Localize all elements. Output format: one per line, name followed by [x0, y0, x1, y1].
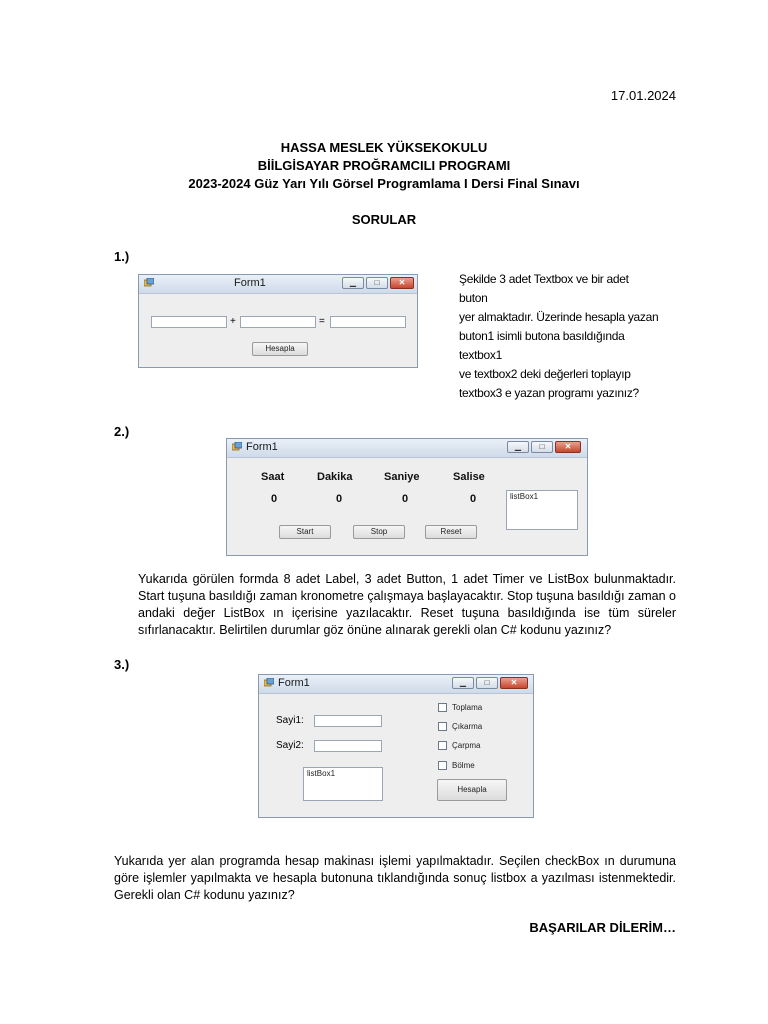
toplama-checkbox[interactable] — [438, 703, 447, 712]
bolme-checkbox[interactable] — [438, 761, 447, 770]
exam-date: 17.01.2024 — [610, 88, 676, 103]
bolme-label: Bölme — [452, 761, 475, 770]
minimize-icon[interactable]: ▁ — [342, 277, 364, 289]
cikarma-label: Çıkarma — [452, 722, 483, 731]
q3-listbox[interactable]: listBox1 — [303, 767, 383, 801]
plus-label: + — [230, 316, 236, 327]
carpma-label: Çarpma — [452, 741, 481, 750]
q1-text-line: yer almaktadır. Üzerinde hesapla yazan — [459, 310, 659, 324]
sayi2-label: Sayi2: — [276, 740, 304, 751]
q1-text-line: Şekilde 3 adet Textbox ve bir adet buton — [459, 272, 629, 305]
q1-description — [459, 270, 659, 403]
exam-title: 2023-2024 Güz Yarı Yılı Görsel Programlama I Dersi Final Sınavı — [188, 176, 580, 191]
q3-paragraph: Yukarıda yer alan programda hesap makinası işlemi yapılmaktadır. Seçilen checkBox ın durumuna göre işlemler yapılmakta ve hesapla butonuna tıklandığında sonuç listbox a yazılması istenmektedir. Gerekli olan C# kodunu yazınız? — [114, 854, 676, 902]
q1-text-line: buton1 isimli butona basıldığında textbox1 — [459, 329, 625, 362]
maximize-icon[interactable]: □ — [476, 677, 498, 689]
minimize-icon[interactable]: ▁ — [452, 677, 474, 689]
salise-value: 0 — [470, 493, 477, 505]
cikarma-checkbox[interactable] — [438, 722, 447, 731]
maximize-icon[interactable]: □ — [531, 441, 553, 453]
q1-form-title: Form1 — [234, 277, 266, 289]
question-3-number: 3.) — [114, 657, 130, 672]
textbox2[interactable] — [240, 316, 316, 328]
dakika-value: 0 — [336, 493, 343, 505]
form-app-icon — [264, 678, 274, 688]
textbox3[interactable] — [330, 316, 406, 328]
close-icon[interactable]: ✕ — [555, 441, 581, 453]
saat-value: 0 — [271, 493, 278, 505]
stop-button[interactable]: Stop — [353, 525, 405, 539]
form-app-icon — [144, 278, 154, 288]
equals-label: = — [319, 316, 325, 327]
question-1-number: 1.) — [114, 249, 130, 264]
salise-label: Salise — [453, 471, 485, 483]
q2-form-title: Form1 — [246, 441, 278, 453]
q2-listbox[interactable]: listBox1 — [506, 490, 578, 530]
sayi1-label: Sayi1: — [276, 715, 304, 726]
q3-form-title: Form1 — [278, 677, 310, 689]
q1-text-line: ve textbox2 deki değerleri toplayıp — [459, 367, 631, 381]
dakika-label: Dakika — [317, 471, 353, 483]
q1-titlebar — [139, 275, 417, 294]
saat-label: Saat — [261, 471, 285, 483]
minimize-icon[interactable]: ▁ — [507, 441, 529, 453]
close-icon[interactable]: ✕ — [500, 677, 528, 689]
saniye-label: Saniye — [384, 471, 420, 483]
sayi2-textbox[interactable] — [314, 740, 382, 752]
q3-titlebar — [259, 675, 533, 694]
hesapla-button[interactable]: Hesapla — [252, 342, 308, 356]
saniye-value: 0 — [402, 493, 409, 505]
textbox1[interactable] — [151, 316, 227, 328]
closing-message: BAŞARILAR DİLERİM… — [529, 920, 676, 935]
q1-text-line: textbox3 e yazan programı yazınız? — [459, 386, 639, 400]
maximize-icon[interactable]: □ — [366, 277, 388, 289]
section-title: SORULAR — [351, 212, 417, 227]
toplama-label: Toplama — [452, 703, 483, 712]
q2-paragraph: Yukarıda görülen formda 8 adet Label, 3 adet Button, 1 adet Timer ve ListBox bulunmaktadır. Start tuşuna basıldığı zaman kronometre çalışmaya başlayacaktır. Stop tuşuna basıldığı zaman o andaki değer ListBox ın içerisine yazılacaktır. Reset tuşuna basıldığında ise tüm süreler sıfırlanacaktır. Belirtilen durumlar göz önüne alınarak gerekli olan C# kodunu yazınız? — [138, 572, 676, 637]
program-name: BİİLGİSAYAR PROĞRAMCILI PROGRAMI — [257, 158, 511, 173]
close-icon[interactable]: ✕ — [390, 277, 414, 289]
sayi1-textbox[interactable] — [314, 715, 382, 727]
reset-button[interactable]: Reset — [425, 525, 477, 539]
school-name: HASSA MESLEK YÜKSEKOKULU — [280, 140, 488, 155]
form-app-icon — [232, 442, 242, 452]
start-button[interactable]: Start — [279, 525, 331, 539]
carpma-checkbox[interactable] — [438, 741, 447, 750]
q1-form-window — [138, 274, 418, 368]
question-2-number: 2.) — [114, 424, 130, 439]
q3-form-window — [258, 674, 534, 818]
q3-hesapla-button[interactable]: Hesapla — [437, 779, 507, 801]
q2-form-window — [226, 438, 588, 556]
q2-titlebar — [227, 439, 587, 458]
